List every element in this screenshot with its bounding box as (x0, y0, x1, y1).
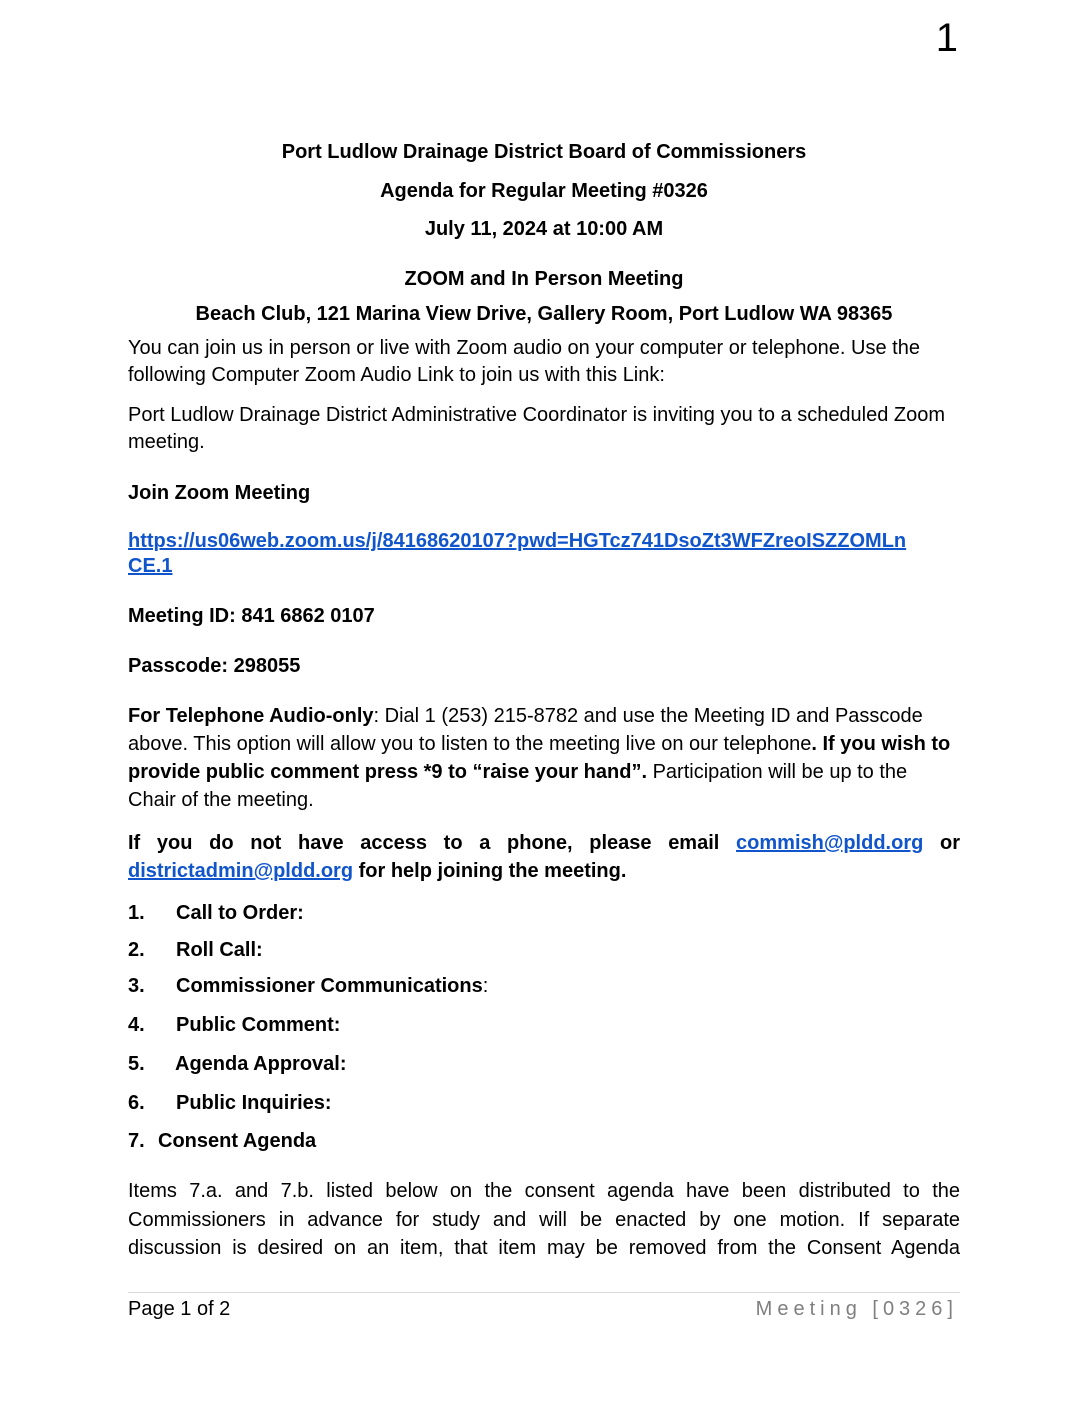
telephone-text: : Dial 1 (253) 215-8782 and use the Meeting ID and Passcode above. This option will allow you to listen to the meeting live on our telephone (128, 705, 923, 755)
meeting-id: Meeting ID: 841 6862 0107 (128, 605, 375, 627)
agenda-item-call-to-order: 1. Call to Order: (128, 902, 304, 924)
help-text: for help joining the meeting. (358, 860, 627, 882)
or-text: or (940, 832, 961, 854)
consent-agenda-description: Items 7.a. and 7.b. listed below on the consent agenda have been distributed to the Commissioners in advance for study and will be enacted by one motion. If separate discussion is desired on an item, that item may be removed from the Consent Agenda (128, 1180, 960, 1259)
commish-email-link[interactable]: commish@pldd.org (736, 832, 924, 854)
no-phone-text: If you do not have access to a phone, please email (128, 832, 720, 854)
footer-divider (128, 1292, 960, 1293)
meeting-location: Beach Club, 121 Marina View Drive, Gallery Room, Port Ludlow WA 98365 (195, 303, 893, 325)
meeting-date: July 11, 2024 at 10:00 AM (424, 218, 664, 240)
participation-text: Participation will be up to the Chair of the meeting. (128, 761, 908, 811)
page-number: 1 (935, 16, 958, 60)
zoom-link-line2: CE.1 (128, 555, 173, 577)
zoom-link-line1: https://us06web.zoom.us/j/84168620107?pwd=HGTcz741DsoZt3WFZreoISZZOMLn (128, 530, 907, 552)
footer-page-count: Page 1 of 2 (128, 1298, 231, 1320)
invite-paragraph (128, 402, 960, 456)
telephone-label: For Telephone Audio-only (128, 705, 374, 727)
agenda-item-public-inquiries: 6. Public Inquiries: (128, 1092, 332, 1114)
join-zoom-label: Join Zoom Meeting (128, 482, 311, 504)
meeting-format: ZOOM and In Person Meeting (404, 268, 684, 290)
districtadmin-email-link[interactable]: districtadmin@pldd.org (128, 860, 354, 882)
zoom-meeting-link[interactable] (128, 530, 906, 577)
no-phone-paragraph (128, 829, 960, 885)
footer-meeting-number: Meeting [0326] (755, 1298, 958, 1320)
board-title: Port Ludlow Drainage District Board of Commissioners (281, 141, 807, 163)
zoom-link-block (128, 529, 960, 579)
agenda-item-public-comment: 4. Public Comment: (128, 1014, 341, 1036)
invite-text: Port Ludlow Drainage District Administrative Coordinator is inviting you to a scheduled Zoom meeting. (128, 404, 946, 453)
agenda-item-consent-agenda: 7. Consent Agenda (128, 1130, 317, 1152)
intro-text: You can join us in person or live with Zoom audio on your computer or telephone. Use the following Computer Zoom Audio Link to join us with this Link: (128, 337, 920, 386)
agenda-item-commissioner-communications: 3. Commissioner Communications: (128, 975, 489, 997)
agenda-title: Agenda for Regular Meeting #0326 (380, 180, 708, 202)
passcode: Passcode: 298055 (128, 655, 301, 677)
intro-paragraph (128, 335, 960, 389)
telephone-paragraph (128, 702, 960, 814)
agenda-item-agenda-approval: 5. Agenda Approval: (128, 1053, 347, 1075)
public-comment-instruction: . If you wish to provide public comment press *9 to “raise your hand”. (128, 733, 951, 783)
agenda-item-roll-call: 2. Roll Call: (128, 939, 263, 961)
